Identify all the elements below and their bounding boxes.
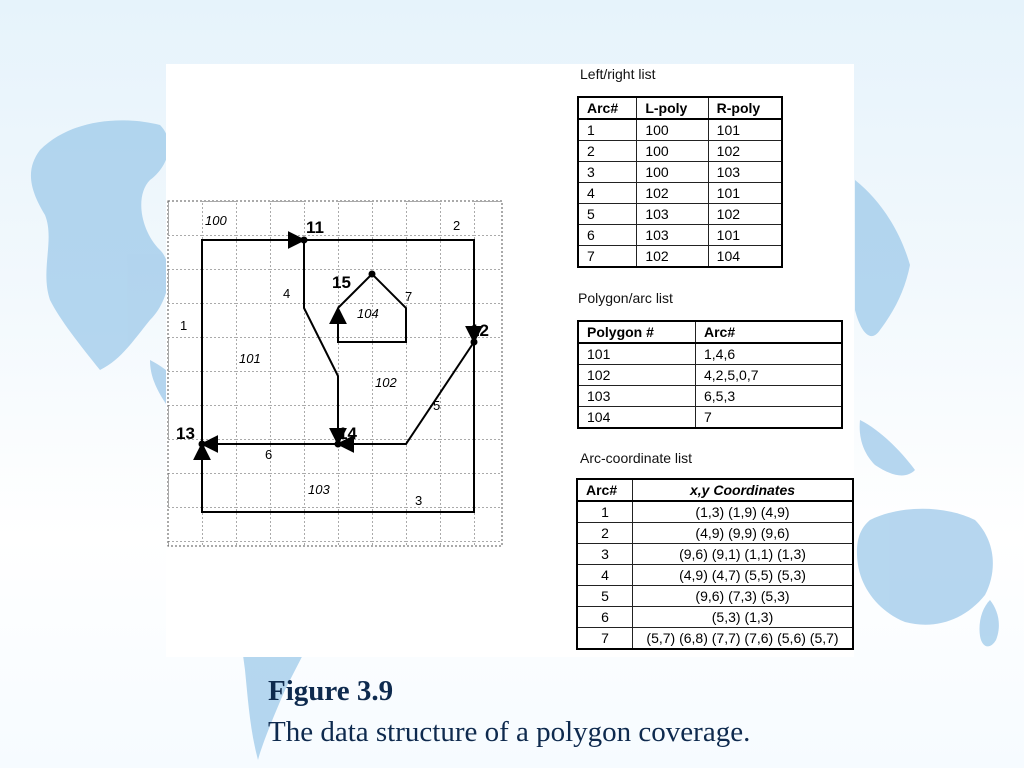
cell-coordinates: (9,6) (9,1) (1,1) (1,3) — [633, 544, 854, 565]
header-l-poly: L-poly — [637, 97, 708, 119]
cell-arc: 6 — [577, 607, 633, 628]
arc-label-1: 1 — [180, 318, 188, 333]
cell-l-poly: 100 — [637, 141, 708, 162]
table-row — [578, 119, 782, 141]
node-11-point — [301, 237, 308, 244]
table-header-row — [578, 321, 842, 343]
cell-r-poly: 103 — [708, 162, 782, 183]
polygon-label-104: 104 — [357, 306, 379, 321]
cell-r-poly: 101 — [708, 119, 782, 141]
cell-l-poly: 103 — [637, 204, 708, 225]
arc-label-3: 3 — [415, 493, 423, 508]
cell-polygon: 102 — [578, 365, 696, 386]
left-right-list-title: Left/right list — [580, 66, 656, 82]
table-row — [577, 501, 853, 523]
header-arc: Arc# — [577, 479, 633, 501]
cell-r-poly: 101 — [708, 225, 782, 246]
cell-arcs: 6,5,3 — [696, 386, 843, 407]
cell-arc: 5 — [578, 204, 637, 225]
node-label-12: 12 — [470, 321, 489, 340]
table-row — [578, 141, 782, 162]
figure-title: Figure 3.9 — [268, 675, 394, 707]
cell-arc: 3 — [577, 544, 633, 565]
cell-l-poly: 102 — [637, 246, 708, 268]
left-right-table — [577, 96, 783, 268]
cell-arc: 7 — [577, 628, 633, 650]
cell-arcs: 4,2,5,0,7 — [696, 365, 843, 386]
arc-label-7: 7 — [405, 289, 413, 304]
table-row — [578, 407, 842, 429]
table-header-row — [578, 97, 782, 119]
table-row — [578, 204, 782, 225]
arc-label-4: 4 — [283, 286, 291, 301]
node-15-point — [369, 271, 376, 278]
cell-arc: 4 — [577, 565, 633, 586]
cell-l-poly: 100 — [637, 119, 708, 141]
cell-r-poly: 102 — [708, 204, 782, 225]
polygon-label-102: 102 — [375, 375, 397, 390]
east-continent-shape — [855, 180, 910, 336]
table-row — [578, 246, 782, 268]
polygon-arc-list-title: Polygon/arc list — [578, 290, 673, 306]
figure-panel — [166, 64, 854, 657]
southeast-islands-shape — [860, 420, 915, 475]
arc-label-6: 6 — [265, 447, 273, 462]
header-arc: Arc# — [696, 321, 843, 343]
node-label-13: 13 — [176, 424, 195, 443]
figure-description: The data structure of a polygon coverage. — [268, 716, 751, 748]
header-coordinates: x,y Coordinates — [633, 479, 854, 501]
cell-l-poly: 103 — [637, 225, 708, 246]
table-row — [577, 586, 853, 607]
cell-polygon: 104 — [578, 407, 696, 429]
polygon-coverage-diagram — [166, 64, 506, 548]
header-arc: Arc# — [578, 97, 637, 119]
north-america-shape — [31, 120, 169, 370]
cell-r-poly: 104 — [708, 246, 782, 268]
table-row — [578, 183, 782, 204]
table-row — [577, 607, 853, 628]
cell-coordinates: (4,9) (9,9) (9,6) — [633, 523, 854, 544]
cell-l-poly: 102 — [637, 183, 708, 204]
cell-coordinates: (5,3) (1,3) — [633, 607, 854, 628]
cell-r-poly: 102 — [708, 141, 782, 162]
cell-arc: 2 — [578, 141, 637, 162]
cell-arc: 2 — [577, 523, 633, 544]
header-r-poly: R-poly — [708, 97, 782, 119]
cell-l-poly: 100 — [637, 162, 708, 183]
table-row — [577, 523, 853, 544]
cell-polygon: 103 — [578, 386, 696, 407]
cell-coordinates: (4,9) (4,7) (5,5) (5,3) — [633, 565, 854, 586]
polygon-label-103: 103 — [308, 482, 330, 497]
cell-arc: 3 — [578, 162, 637, 183]
cell-coordinates: (9,6) (7,3) (5,3) — [633, 586, 854, 607]
cell-arc: 1 — [577, 501, 633, 523]
table-row — [577, 628, 853, 650]
polygon-label-100: 100 — [205, 213, 227, 228]
cell-arc: 5 — [577, 586, 633, 607]
node-label-15: 15 — [332, 273, 351, 292]
table-row — [578, 343, 842, 365]
cell-coordinates: (5,7) (6,8) (7,7) (7,6) (5,6) (5,7) — [633, 628, 854, 650]
arc-label-2: 2 — [453, 218, 461, 233]
australia-shape — [857, 509, 993, 625]
cell-r-poly: 101 — [708, 183, 782, 204]
cell-coordinates: (1,3) (1,9) (4,9) — [633, 501, 854, 523]
arc-coordinate-table — [576, 478, 854, 650]
cell-arcs: 7 — [696, 407, 843, 429]
table-row — [577, 565, 853, 586]
cell-arc: 4 — [578, 183, 637, 204]
table-row — [578, 365, 842, 386]
cell-arc: 6 — [578, 225, 637, 246]
cell-arc: 7 — [578, 246, 637, 268]
table-header-row — [577, 479, 853, 501]
table-row — [578, 386, 842, 407]
node-label-14: 14 — [338, 424, 357, 443]
polygon-arc-table — [577, 320, 843, 429]
cell-polygon: 101 — [578, 343, 696, 365]
arc-coordinate-list-title: Arc-coordinate list — [580, 450, 693, 466]
polygon-label-101: 101 — [239, 351, 261, 366]
cell-arc: 1 — [578, 119, 637, 141]
new-zealand-shape — [979, 600, 998, 646]
table-row — [578, 162, 782, 183]
node-label-11: 11 — [306, 218, 324, 237]
node-13-point — [199, 441, 206, 448]
table-row — [578, 225, 782, 246]
table-row — [577, 544, 853, 565]
cell-arcs: 1,4,6 — [696, 343, 843, 365]
header-polygon: Polygon # — [578, 321, 696, 343]
arc-label-5: 5 — [433, 398, 441, 413]
